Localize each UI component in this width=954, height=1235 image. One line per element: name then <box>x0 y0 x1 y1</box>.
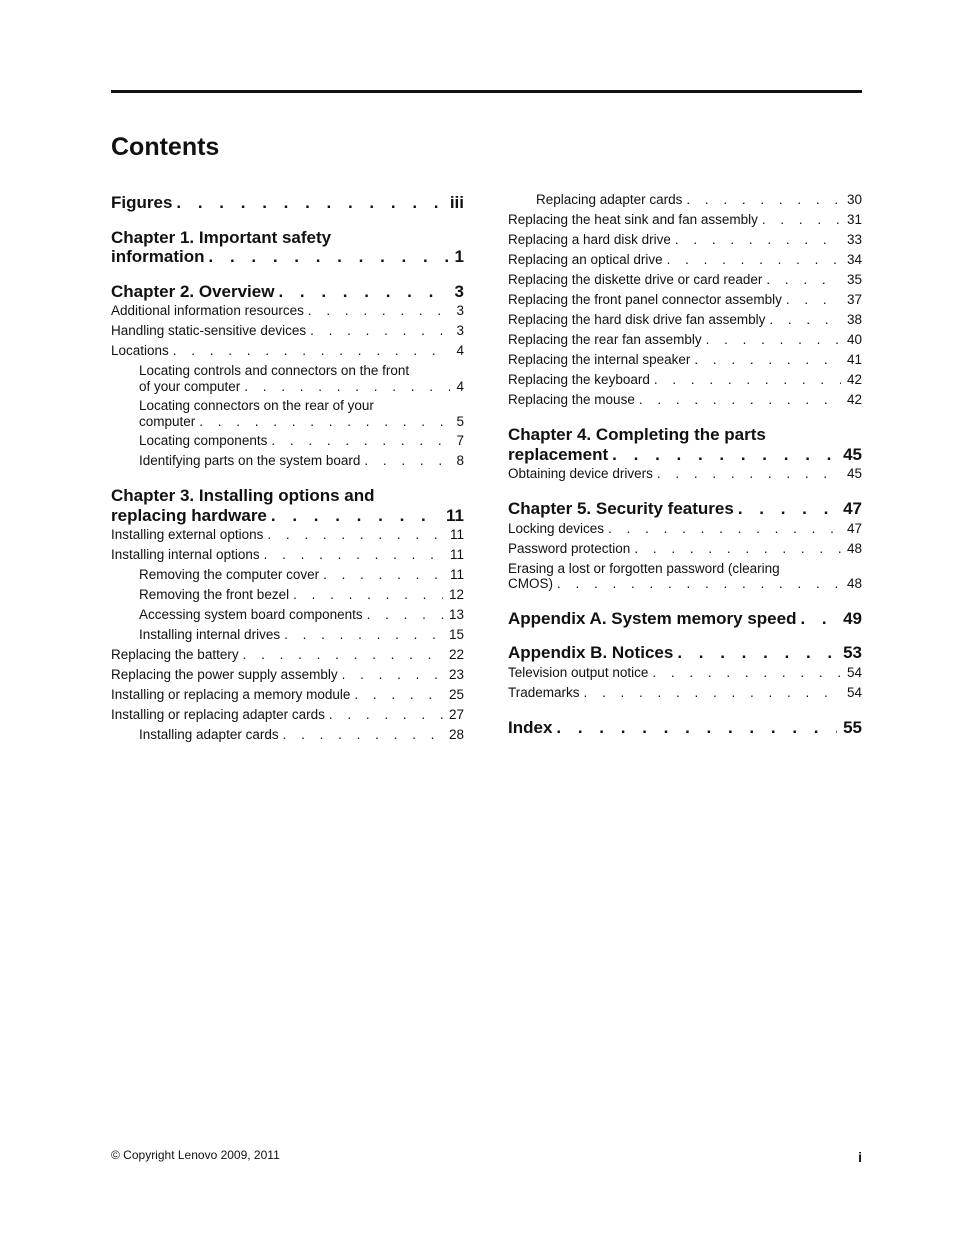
toc-entry-title: Removing the front bezel <box>139 587 290 602</box>
toc-entry-title: Locating controls and connectors on the front <box>139 363 410 378</box>
toc-entry-line <box>139 625 464 645</box>
toc-entry-title: Obtaining device drivers <box>508 466 653 481</box>
dot-leader <box>694 350 841 370</box>
toc-entry-line <box>508 499 862 519</box>
toc-page-number: 47 <box>846 520 862 536</box>
toc-entry-line <box>508 230 862 250</box>
toc-page-number: 45 <box>843 444 862 464</box>
toc-entry-line <box>508 576 862 592</box>
page-number: i <box>858 1149 862 1165</box>
toc-entry-line <box>111 341 464 361</box>
dot-leader <box>283 725 443 745</box>
toc-entry-line <box>139 414 464 430</box>
dot-leader <box>677 643 837 663</box>
toc-page-number: 49 <box>843 608 862 628</box>
toc-entry-title: Removing the computer cover <box>139 567 320 582</box>
toc-chapter-entry[interactable] <box>111 228 464 267</box>
toc-page-number: 11 <box>446 505 464 525</box>
toc-section-entry[interactable] <box>111 705 464 725</box>
toc-section-entry[interactable] <box>111 301 464 321</box>
toc-entry-line <box>536 190 862 210</box>
toc-section-entry[interactable] <box>508 350 862 370</box>
toc-entry-title: Locating connectors on the rear of your <box>139 398 374 413</box>
toc-page-number: 13 <box>448 607 464 622</box>
toc-page-number: 41 <box>846 352 862 367</box>
dot-leader <box>267 525 444 545</box>
toc-section-entry[interactable] <box>508 310 862 330</box>
toc-section-entry[interactable] <box>508 559 862 594</box>
toc-page-number: 27 <box>448 707 464 722</box>
dot-leader <box>271 506 440 526</box>
dot-leader <box>199 414 450 430</box>
dot-leader <box>557 576 841 592</box>
toc-page-number: 48 <box>846 540 862 556</box>
toc-entry-line <box>508 683 862 703</box>
toc-entry-line <box>508 445 862 465</box>
toc-chapter-entry[interactable] <box>111 193 464 213</box>
toc-section-entry[interactable] <box>111 451 464 471</box>
toc-page-number: 55 <box>843 717 862 737</box>
dot-leader <box>243 645 443 665</box>
toc-entry-title: Replacing the internal speaker <box>508 352 691 367</box>
toc-page-number: 11 <box>449 527 464 542</box>
toc-chapter-entry[interactable] <box>508 499 862 519</box>
toc-section-entry[interactable] <box>508 370 862 390</box>
toc-entry-line <box>508 290 862 310</box>
toc-entry-title: Replacing the heat sink and fan assembly <box>508 212 758 227</box>
dot-leader <box>364 451 450 471</box>
toc-entry-title: Password protection <box>508 540 631 556</box>
dot-leader <box>738 499 837 519</box>
toc-entry-line <box>508 350 862 370</box>
toc-section-entry[interactable] <box>508 190 862 210</box>
toc-entry-title: Index <box>508 717 553 737</box>
toc-section-entry[interactable] <box>508 464 862 484</box>
dot-leader <box>612 445 837 465</box>
toc-entry-title: Locations <box>111 343 169 358</box>
toc-page-number: iii <box>449 193 464 212</box>
toc-entry-line <box>111 506 464 526</box>
dot-leader <box>209 247 449 267</box>
toc-entry-line <box>139 565 464 585</box>
toc-entry-title: Appendix A. System memory speed <box>508 608 797 628</box>
toc-section-entry[interactable] <box>508 683 862 703</box>
toc-entry-title: Installing or replacing a memory module <box>111 687 351 702</box>
toc-left-column <box>111 190 464 745</box>
toc-section-entry[interactable] <box>111 605 464 625</box>
toc-page-number: 47 <box>843 499 862 518</box>
toc-page-number: 54 <box>846 684 862 700</box>
toc-page-number: 35 <box>846 272 862 287</box>
toc-page-number: 15 <box>448 627 464 642</box>
dot-leader <box>686 190 841 210</box>
dot-leader <box>766 270 841 290</box>
dot-leader <box>323 565 444 585</box>
toc-section-entry[interactable] <box>111 625 464 645</box>
toc-page-number: 37 <box>846 292 862 307</box>
toc-page-number: 3 <box>454 281 464 301</box>
dot-leader <box>278 282 448 302</box>
toc-page-number: 42 <box>846 372 862 387</box>
toc-entry-title: Chapter 1. Important safety <box>111 227 332 247</box>
dot-leader <box>769 310 841 330</box>
toc-entry-title: computer <box>139 413 196 429</box>
toc-entry-line <box>139 585 464 605</box>
toc-entry-line <box>508 270 862 290</box>
toc-entry-line <box>508 330 862 350</box>
toc-entry-title: Chapter 3. Installing options and <box>111 486 375 505</box>
toc-entry-line <box>111 282 464 302</box>
dot-leader <box>584 683 841 703</box>
toc-entry-line <box>508 643 862 663</box>
toc-entry-line <box>139 725 464 745</box>
toc-section-entry[interactable] <box>111 525 464 545</box>
dot-leader <box>244 379 450 395</box>
toc-entry-title: Locating components <box>139 433 268 448</box>
toc-entry-title: Replacing the battery <box>111 647 239 662</box>
toc-page-number: 3 <box>456 323 464 338</box>
toc-page-number: 54 <box>846 664 862 680</box>
toc-page-number: 53 <box>843 643 862 662</box>
toc-entry-line <box>111 665 464 685</box>
toc-entry-line <box>111 685 464 705</box>
toc-page-number: 33 <box>846 232 862 247</box>
toc-page-number: 38 <box>846 312 862 327</box>
toc-entry-title: Replacing adapter cards <box>536 192 683 207</box>
toc-entry-title: Installing adapter cards <box>139 727 279 742</box>
toc-page-number: 4 <box>456 378 464 394</box>
toc-entry-line <box>111 525 464 545</box>
dot-leader <box>308 301 451 321</box>
dot-leader <box>342 665 443 685</box>
dot-leader <box>367 605 443 625</box>
dot-leader <box>657 464 841 484</box>
toc-entry-line <box>508 310 862 330</box>
toc-entry-line <box>111 193 464 213</box>
toc-page-number: 34 <box>846 252 862 267</box>
toc-section-entry[interactable] <box>111 545 464 565</box>
toc-section-entry[interactable] <box>508 539 862 559</box>
toc-section-entry[interactable] <box>111 361 464 396</box>
toc-entry-title: Replacing the power supply assembly <box>111 667 338 682</box>
toc-entry-title: Television output notice <box>508 664 649 680</box>
toc-entry-title: Chapter 2. Overview <box>111 281 275 301</box>
dot-leader <box>176 193 443 213</box>
toc-section-entry[interactable] <box>508 270 862 290</box>
toc-section-entry[interactable] <box>508 390 862 410</box>
toc-section-entry[interactable] <box>111 341 464 361</box>
toc-page-number: 42 <box>846 392 862 407</box>
dot-leader <box>556 718 837 738</box>
toc-entry-title: of your computer <box>139 378 241 394</box>
toc-entry-line <box>508 718 862 738</box>
toc-entry-line <box>139 451 464 471</box>
toc-entry-title: CMOS) <box>508 576 553 591</box>
toc-entry-title: replacing hardware <box>111 505 267 525</box>
toc-entry-title: Replacing the diskette drive or card reader <box>508 272 763 287</box>
toc-section-entry[interactable] <box>508 519 862 539</box>
toc-chapter-entry[interactable] <box>508 425 862 464</box>
toc-page-number: 11 <box>449 547 464 562</box>
dot-leader <box>654 370 841 390</box>
toc-entry-title: Installing internal drives <box>139 627 281 642</box>
toc-page-number: 45 <box>846 466 862 481</box>
toc-right-column <box>508 190 862 737</box>
toc-entry-title: Appendix B. Notices <box>508 643 674 662</box>
toc-entry-line <box>508 519 862 539</box>
toc-entry-title: replacement <box>508 444 609 464</box>
toc-page-number: 48 <box>846 576 862 591</box>
dot-leader <box>271 431 450 451</box>
toc-entry-line <box>111 321 464 341</box>
toc-page-number: 40 <box>846 332 862 347</box>
toc-entry-title: information <box>111 247 205 266</box>
toc-entry-title: Replacing the keyboard <box>508 372 650 387</box>
page-title: Contents <box>111 133 220 161</box>
dot-leader <box>608 519 841 539</box>
toc-page-number: 12 <box>448 587 464 602</box>
toc-page-number: 5 <box>456 413 464 429</box>
toc-page-number: 3 <box>456 303 464 318</box>
dot-leader <box>639 390 841 410</box>
toc-page-number: 11 <box>449 567 464 582</box>
toc-entry-title: Replacing the rear fan assembly <box>508 332 702 347</box>
toc-entry-line <box>111 301 464 321</box>
toc-section-entry[interactable] <box>111 565 464 585</box>
toc-section-entry[interactable] <box>508 250 862 270</box>
copyright-notice: © Copyright Lenovo 2009, 2011 <box>111 1148 280 1162</box>
dot-leader <box>293 585 443 605</box>
dot-leader <box>310 321 450 341</box>
toc-entry-title: Installing or replacing adapter cards <box>111 707 325 722</box>
toc-page-number: 28 <box>448 727 464 742</box>
toc-section-entry[interactable] <box>111 431 464 451</box>
toc-chapter-entry[interactable] <box>508 718 862 738</box>
top-rule <box>111 90 862 93</box>
toc-entry-title: Replacing an optical drive <box>508 252 663 267</box>
toc-section-entry[interactable] <box>508 230 862 250</box>
dot-leader <box>634 539 841 559</box>
toc-entry-title: Chapter 5. Security features <box>508 499 734 518</box>
toc-entry-title: Figures <box>111 193 173 212</box>
toc-entry-line <box>139 431 464 451</box>
toc-entry-line <box>508 370 862 390</box>
toc-entry-title: Accessing system board components <box>139 607 363 622</box>
toc-section-entry[interactable] <box>111 396 464 431</box>
toc-chapter-entry[interactable] <box>508 609 862 629</box>
toc-entry-line <box>508 390 862 410</box>
toc-entry-title: Chapter 4. Completing the parts <box>508 425 766 444</box>
dot-leader <box>667 250 841 270</box>
toc-entry-title: Additional information resources <box>111 303 304 318</box>
toc-entry-line <box>508 539 862 559</box>
toc-page-number: 4 <box>456 343 464 358</box>
toc-entry-title: Handling static-sensitive devices <box>111 323 307 338</box>
toc-section-entry[interactable] <box>508 290 862 310</box>
toc-page-number: 1 <box>454 247 464 266</box>
toc-entry-title: Replacing the mouse <box>508 392 635 407</box>
toc-page-number: 23 <box>448 667 464 682</box>
toc-entry-line <box>111 545 464 565</box>
toc-section-entry[interactable] <box>508 210 862 230</box>
toc-entry-title: Erasing a lost or forgotten password (clearing <box>508 560 780 576</box>
dot-leader <box>786 290 841 310</box>
dot-leader <box>284 625 443 645</box>
toc-entry-line <box>508 250 862 270</box>
toc-entry-line <box>111 645 464 665</box>
toc-page-number: 22 <box>448 647 464 662</box>
toc-entry-line <box>111 247 464 267</box>
dot-leader <box>706 330 841 350</box>
toc-entry-title: Replacing the front panel connector assembly <box>508 292 782 307</box>
toc-section-entry[interactable] <box>111 685 464 705</box>
toc-chapter-entry[interactable] <box>111 282 464 302</box>
toc-section-entry[interactable] <box>508 663 862 683</box>
toc-page-number: 31 <box>846 212 862 227</box>
toc-section-entry[interactable] <box>111 321 464 341</box>
toc-entry-title: Trademarks <box>508 684 580 700</box>
toc-chapter-entry[interactable] <box>508 643 862 663</box>
toc-entry-title: Locking devices <box>508 520 605 536</box>
dot-leader <box>652 663 841 683</box>
toc-entry-title: Replacing a hard disk drive <box>508 232 671 247</box>
dot-leader <box>173 341 451 361</box>
toc-entry-title: Installing external options <box>111 527 264 542</box>
toc-chapter-entry[interactable] <box>111 486 464 525</box>
toc-entry-line <box>508 663 862 683</box>
toc-entry-line <box>139 605 464 625</box>
toc-entry-title: Identifying parts on the system board <box>139 453 361 468</box>
dot-leader <box>329 705 443 725</box>
toc-page-number: 8 <box>456 453 464 468</box>
toc-entry-title: Installing internal options <box>111 547 260 562</box>
toc-entry-line <box>508 609 862 629</box>
toc-entry-line <box>111 705 464 725</box>
toc-entry-line <box>508 210 862 230</box>
dot-leader <box>264 545 444 565</box>
toc-section-entry[interactable] <box>508 330 862 350</box>
toc-entry-line <box>508 464 862 484</box>
toc-page-number: 30 <box>846 192 862 207</box>
toc-page-number: 25 <box>448 687 464 702</box>
toc-entry-title: Replacing the hard disk drive fan assembly <box>508 312 766 327</box>
toc-page-number: 7 <box>456 433 464 448</box>
dot-leader <box>762 210 841 230</box>
dot-leader <box>800 609 837 629</box>
toc-section-entry[interactable] <box>111 725 464 745</box>
dot-leader <box>354 685 443 705</box>
toc-entry-line <box>139 379 464 395</box>
toc-section-entry[interactable] <box>111 645 464 665</box>
toc-section-entry[interactable] <box>111 585 464 605</box>
toc-section-entry[interactable] <box>111 665 464 685</box>
dot-leader <box>675 230 841 250</box>
